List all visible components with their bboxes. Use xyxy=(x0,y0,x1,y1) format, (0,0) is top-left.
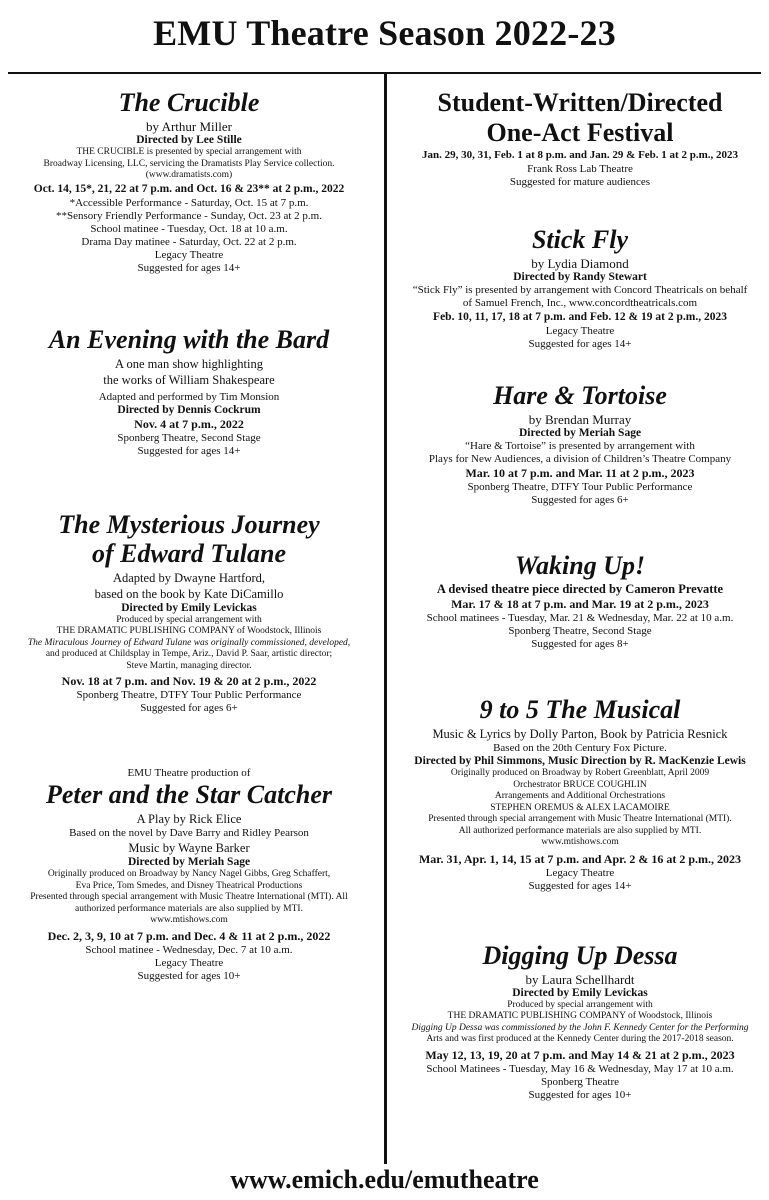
show-director: Directed by Emily Levickas xyxy=(121,601,257,614)
show-title: Digging Up Dessa xyxy=(482,940,678,970)
show-credit: Eva Price, Tom Smedes, and Disney Theatrical Productions xyxy=(75,880,303,891)
show-waking-up xyxy=(395,551,765,651)
show-credit: Digging Up Dessa was commissioned by the John F. Kennedy Center for the Performing xyxy=(411,1022,749,1033)
show-director: Directed by Phil Simmons, Music Direction by R. MacKenzie Lewis xyxy=(414,755,746,767)
show-ages: Suggested for ages 8+ xyxy=(531,638,629,650)
show-credit: (www.dramatists.com) xyxy=(145,170,233,180)
show-dates: Mar. 17 & 18 at 7 p.m. and Mar. 19 at 2 p.m., 2023 xyxy=(451,597,709,611)
show-dates: May 12, 13, 19, 20 at 7 p.m. and May 14 & 21 at 2 p.m., 2023 xyxy=(425,1047,735,1062)
show-ages: Suggested for ages 6+ xyxy=(531,494,629,506)
show-credit: authorized performance materials are also supplied by MTI. xyxy=(75,903,303,914)
show-credit: Plays for New Audiences, a division of Children’s Theatre Company xyxy=(428,453,732,465)
show-venue: Legacy Theatre xyxy=(545,325,615,337)
show-preheading: EMU Theatre production of xyxy=(127,767,251,779)
show-ages: Suggested for ages 14+ xyxy=(528,338,632,350)
show-ages: Suggested for ages 14+ xyxy=(528,879,632,892)
right-column xyxy=(395,88,765,1102)
show-credit: THE DRAMATIC PUBLISHING COMPANY of Woodstock, Illinois xyxy=(447,1011,713,1021)
show-ages: Suggested for ages 10+ xyxy=(137,969,241,982)
show-title: An Evening with the Bard xyxy=(48,324,330,354)
show-venue: Sponberg Theatre, Second Stage xyxy=(508,625,652,637)
show-credit: The Miraculous Journey of Edward Tulane was originally commissioned, developed, xyxy=(27,637,351,648)
show-author: Music & Lyrics by Dolly Parton, Book by Patricia Resnick xyxy=(432,727,728,741)
show-venue: Sponberg Theatre, DTFY Tour Public Performance xyxy=(467,481,693,493)
show-director: Directed by Randy Stewart xyxy=(513,271,647,283)
show-ages: Suggested for ages 14+ xyxy=(137,444,241,457)
show-credit: THE DRAMATIC PUBLISHING COMPANY of Woodstock, Illinois xyxy=(56,626,322,636)
left-column xyxy=(4,88,374,983)
show-ages: Suggested for ages 10+ xyxy=(528,1088,632,1101)
show-credit: STEPHEN OREMUS & ALEX LACAMOIRE xyxy=(490,802,670,813)
show-venue: Legacy Theatre xyxy=(154,248,224,261)
show-director: Directed by Meriah Sage xyxy=(518,427,642,439)
show-note: School matinee - Tuesday, Oct. 18 at 10 a.m. xyxy=(90,222,288,235)
show-director: Directed by Meriah Sage xyxy=(127,856,251,868)
show-note: Drama Day matinee - Saturday, Oct. 22 at 2 p.m. xyxy=(81,235,297,248)
show-director: Directed by Lee Stille xyxy=(136,134,242,146)
show-dates: Nov. 18 at 7 p.m. and Nov. 19 & 20 at 2 p.m., 2022 xyxy=(61,674,317,688)
show-note: School matinees - Tuesday, Mar. 21 & Wednesday, Mar. 22 at 10 a.m. xyxy=(426,612,734,624)
show-digging-up-dessa xyxy=(395,941,765,1102)
show-credit: Steve Martin, managing director. xyxy=(126,660,252,671)
show-dates: Jan. 29, 30, 31, Feb. 1 at 8 p.m. and Jan. 29 & Feb. 1 at 2 p.m., 2023 xyxy=(422,149,738,161)
page-title: EMU Theatre Season 2022-23 xyxy=(153,13,616,53)
show-music: Music by Wayne Barker xyxy=(128,841,250,855)
show-author: by Brendan Murray xyxy=(528,412,632,427)
show-ages: Suggested for mature audiences xyxy=(509,176,651,188)
show-director: Directed by Dennis Cockrum xyxy=(117,403,261,416)
show-evening-with-the-bard xyxy=(4,325,374,458)
show-credit: All authorized performance materials are also supplied by MTI. xyxy=(458,825,702,836)
show-credit: “Stick Fly” is presented by arrangement with Concord Theatricals on behalf xyxy=(412,284,748,296)
show-dates: Mar. 31, Apr. 1, 14, 15 at 7 p.m. and Apr. 2 & 16 at 2 p.m., 2023 xyxy=(418,851,742,866)
show-credit: www.mtishows.com xyxy=(541,837,619,847)
show-subtitle: A one man show highlighting xyxy=(115,356,263,371)
show-subtitle: the works of William Shakespeare xyxy=(103,372,275,387)
show-subtitle: A devised theatre piece directed by Cameron Prevatte xyxy=(436,582,724,596)
show-dates: Dec. 2, 3, 9, 10 at 7 p.m. and Dec. 4 & 11 at 2 p.m., 2022 xyxy=(47,928,331,943)
show-note: *Accessible Performance - Saturday, Oct. 15 at 7 p.m. xyxy=(69,196,309,209)
show-credit: of Samuel French, Inc., www.concordtheatricals.com xyxy=(462,297,698,309)
show-credit: Arts and was first produced at the Kennedy Center during the 2017-2018 season. xyxy=(426,1034,734,1044)
show-title: Waking Up! xyxy=(514,551,646,580)
show-credit: Broadway Licensing, LLC, servicing the Dramatists Play Service collection. xyxy=(43,158,335,169)
show-credit: and produced at Childsplay in Tempe, Ariz., David P. Saar, artistic director; xyxy=(45,649,333,659)
show-credit: Originally produced on Broadway by Nancy Nagel Gibbs, Greg Schaffert, xyxy=(47,869,331,879)
show-note: School matinee - Wednesday, Dec. 7 at 10 a.m. xyxy=(85,943,293,956)
show-credit: THE CRUCIBLE is presented by special arrangement with xyxy=(76,147,302,157)
show-credit: Arrangements and Additional Orchestrations xyxy=(494,791,666,801)
show-title-line1: The Mysterious Journey xyxy=(58,509,320,539)
show-director: Directed by Emily Levickas xyxy=(512,986,648,999)
show-the-crucible xyxy=(4,88,374,275)
show-title: Peter and the Star Catcher xyxy=(45,780,332,809)
show-one-act-festival xyxy=(395,88,765,189)
show-credit: Produced by special arrangement with xyxy=(507,999,653,1010)
show-title-line2: of Edward Tulane xyxy=(91,538,287,568)
show-stick-fly xyxy=(395,225,765,351)
show-venue: Legacy Theatre xyxy=(154,956,224,969)
show-subtitle: Adapted by Dwayne Hartford, xyxy=(112,570,266,585)
show-peter-and-the-star-catcher xyxy=(4,767,374,983)
website-url[interactable]: www.emich.edu/emutheatre xyxy=(230,1165,539,1194)
show-dates: Feb. 10, 11, 17, 18 at 7 p.m. and Feb. 12 & 19 at 2 p.m., 2023 xyxy=(433,311,727,323)
show-credit: Presented through special arrangement with Music Theatre International (MTI). All xyxy=(30,892,348,902)
show-ages: Suggested for ages 14+ xyxy=(137,261,241,274)
show-credit: Originally produced on Broadway by Robert Greenblatt, April 2009 xyxy=(450,768,710,778)
show-venue: Sponberg Theatre, Second Stage xyxy=(117,431,261,444)
show-credit: Presented through special arrangement with Music Theatre International (MTI). xyxy=(428,814,732,824)
show-credit: “Hare & Tortoise” is presented by arrangement with xyxy=(465,440,695,452)
show-title: The Crucible xyxy=(118,88,260,117)
show-note: School Matinees - Tuesday, May 16 & Wednesday, May 17 at 10 a.m. xyxy=(426,1062,734,1075)
show-venue: Sponberg Theatre, DTFY Tour Public Performance xyxy=(76,689,302,701)
show-author: by Arthur Miller xyxy=(146,119,232,134)
show-dates: Mar. 10 at 7 p.m. and Mar. 11 at 2 p.m., 2023 xyxy=(465,466,695,480)
show-author: by Lydia Diamond xyxy=(531,256,629,271)
show-title-line2: One-Act Festival xyxy=(486,118,674,147)
show-title: Hare & Tortoise xyxy=(493,381,667,410)
show-hare-and-tortoise xyxy=(395,381,765,507)
show-credit: Orchestrator BRUCE COUGHLIN xyxy=(513,779,647,790)
show-dates: Oct. 14, 15*, 21, 22 at 7 p.m. and Oct. 16 & 23** at 2 p.m., 2022 xyxy=(33,182,345,195)
column-divider xyxy=(384,74,387,1164)
show-title: 9 to 5 The Musical xyxy=(479,695,681,724)
show-dates: Nov. 4 at 7 p.m., 2022 xyxy=(134,416,244,431)
show-subtitle: A Play by Rick Elice xyxy=(136,812,242,826)
show-credit: www.mtishows.com xyxy=(150,915,228,925)
show-author: by Laura Schellhardt xyxy=(525,971,635,987)
show-venue: Frank Ross Lab Theatre xyxy=(527,163,633,175)
show-subtitle: Based on the 20th Century Fox Picture. xyxy=(493,742,667,754)
show-ages: Suggested for ages 6+ xyxy=(140,702,238,714)
show-title-line1: Student-Written/Directed xyxy=(437,88,723,117)
show-edward-tulane xyxy=(4,510,374,716)
show-title: Stick Fly xyxy=(531,225,629,254)
show-adapted: Adapted and performed by Tim Monsion xyxy=(98,390,280,403)
show-subtitle: based on the book by Kate DiCamillo xyxy=(94,586,284,601)
show-9-to-5-the-musical xyxy=(395,695,765,893)
show-credit: Produced by special arrangement with xyxy=(116,614,262,625)
show-subtitle: Based on the novel by Dave Barry and Ridley Pearson xyxy=(69,827,309,839)
show-venue: Sponberg Theatre xyxy=(540,1075,620,1088)
show-venue: Legacy Theatre xyxy=(545,866,615,879)
show-note: **Sensory Friendly Performance - Sunday, Oct. 23 at 2 p.m. xyxy=(56,209,322,222)
